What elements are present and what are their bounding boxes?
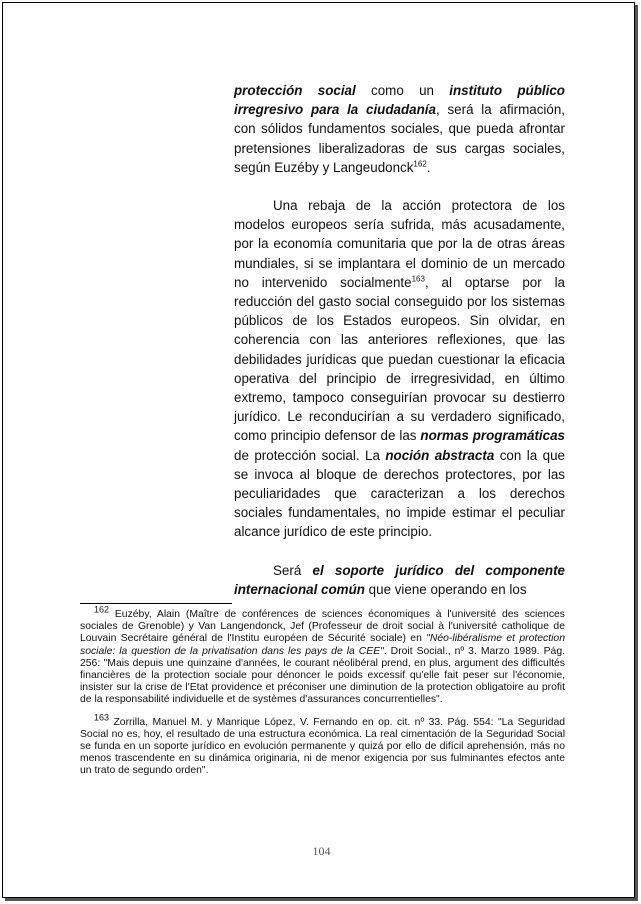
emphasis: el soporte jurídico del componente internacional común (234, 562, 565, 597)
text-run: Será (273, 562, 313, 578)
italic-title: "Néo-libéralisme et protection sociale: la question de la privatisation dans les pays de la CEE" (80, 633, 565, 657)
text-run: , será la afirmación, con sólidos fundamentos sociales, que pueda afrontar pretensiones liberalizadoras de sus cargas sociales, según Euzéby y Langeudonck (234, 102, 565, 175)
text-run: Una rebaja de la acción protectora de los modelos europeos sería sufrida, más acusadamente, por la economía comunitaria que por la de otras áreas mundiales, si se implantara el dominio de un mercado no intervenido socialmente (234, 198, 565, 290)
text-run: Zorrilla, Manuel M. y Manrique López, V. Fernando en op. cit. nº 33. Pág. 554: "La Seguridad Social no es, hoy, el resultado de una estructura económica. La real cimentación de la Seguridad Social se funda en un soporte jurídico en evolución permanente y quizá por ello de difícil aprehensión, más no menos trascendente en su dinámica originaria, ni de menor exigencia por sus fulminantes efectos ante un trato de segundo orden". (80, 716, 565, 777)
text-run: que viene operando en los (364, 581, 527, 597)
emphasis: noción abstracta (385, 447, 495, 463)
paragraph-1 (234, 81, 565, 177)
page-number: 104 (312, 844, 331, 858)
emphasis: normas programáticas (420, 428, 565, 444)
footnote-162 (80, 604, 565, 707)
text-run: como un (355, 83, 450, 98)
footnote-ref-163[interactable]: 163 (411, 274, 425, 284)
emphasis: protección social (234, 83, 356, 98)
paragraph-3 (234, 561, 565, 599)
text-run: con la que se invoca al bloque de derechos protectores, por las peculiaridades que caracterizan a los derechos sociales fundamentales, no impide estimar el peculiar alcance jurídico de este principio. (234, 447, 565, 540)
paragraph-2 (234, 196, 565, 542)
footnotes (80, 604, 565, 778)
emphasis: instituto público irregresivo para la ciudadanía (234, 83, 565, 118)
document-page (2, 2, 635, 898)
footnote-number: 163 (94, 712, 110, 723)
text-run: . (426, 159, 431, 175)
footnote-number: 162 (94, 604, 110, 615)
text-run: , al optarse por la reducción del gasto social conseguido por los sistemas públicos de los Estados europeos. Sin olvidar, en coherencia con las anteriores reflexiones, que las debilidades jurídicas que puedan cuestionar la eficacia operativa del principio de irregresividad, en último extremo, tampoco conseguirían provocar su destierro jurídico. Le reconducirían a su verdadero significado, como principio defensor de las (234, 274, 566, 444)
footnote-163 (80, 712, 565, 778)
text-run: Euzéby, Alain (Maître de conférences de sciences économiques à l'université des sciences sociales de Grenoble) y Van Langendonck, Jef (Professeur de droit social à l'université catholique de Louvain Secrétaire général de l'Institu européen de Sécurité sociale) en (80, 609, 565, 645)
main-text (234, 81, 565, 599)
text-run: de protección social. La (234, 447, 386, 463)
footnote-ref-162[interactable]: 162 (413, 159, 427, 169)
text-run: . Droit Social., nº 3. Marzo 1989. Pág. 256: "Mais depuis une quinzaine d'années, le courant néolibéral prend, en plus, argument des difficultés financières de la protection sociale pour dénoncer le poids excessif qu'elle fait peser sur l'économie, insister sur la crise de l'Etat providence et préconiser une diminution de la protection obligatoire au profit de la responsabilité individuelle et de systèmes d'assurances concurrentielles". (80, 645, 565, 706)
